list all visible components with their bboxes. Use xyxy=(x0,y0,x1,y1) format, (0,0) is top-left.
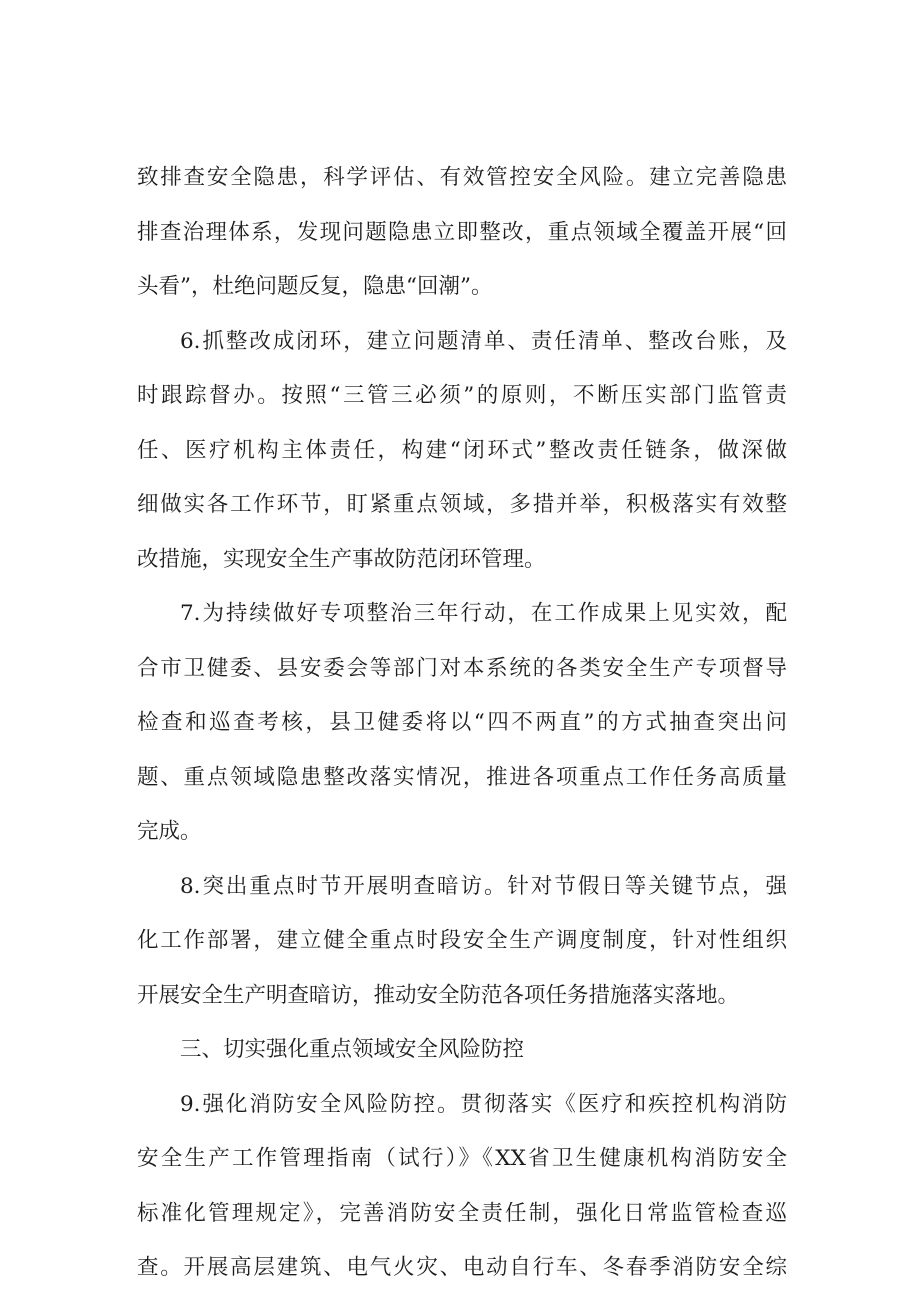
text-line: 标准化管理规定》，完善消防安全责任制，强化日常监管检查巡 xyxy=(137,1200,787,1226)
text-line: 检查和巡查考核，县卫健委将以“四不两直”的方式抽查突出问 xyxy=(137,710,787,735)
text-line: 7.为持续做好专项整治三年行动，在工作成果上见实效，配 xyxy=(180,601,787,626)
text-line: 化工作部署，建立健全重点时段安全生产调度制度，针对性组织 xyxy=(137,928,787,953)
document-body xyxy=(137,151,787,1296)
text-line: 完成。 xyxy=(137,819,202,844)
text-line: 细做实各工作环节，盯紧重点领域，多措并举，积极落实有效整 xyxy=(137,492,787,517)
text-line: 9.强化消防安全风险防控。贯彻落实《医疗和疾控机构消防 xyxy=(180,1091,787,1117)
text-line: 题、重点领域隐患整改落实情况，推进各项重点工作任务高质量 xyxy=(137,764,787,790)
text-line: 6.抓整改成闭环，建立问题清单、责任清单、整改台账，及 xyxy=(180,328,787,354)
text-line: 头看”，杜绝问题反复，隐患“回潮”。 xyxy=(137,274,493,299)
text-line: 任、医疗机构主体责任，构建“闭环式”整改责任链条，做深做 xyxy=(137,437,787,463)
text-line: 8.突出重点时节开展明查暗访。针对节假日等关键节点，强 xyxy=(180,873,787,899)
text-line: 时跟踪督办。按照“三管三必须”的原则，不断压实部门监管责 xyxy=(137,383,787,408)
section-heading: 三、切实强化重点领域安全风险防控 xyxy=(180,1037,525,1062)
text-line: 开展安全生产明查暗访，推动安全防范各项任务措施落实落地。 xyxy=(137,982,740,1008)
text-line: 查。开展高层建筑、电气火灾、电动自行车、冬春季消防安全综 xyxy=(137,1255,787,1280)
text-line: 致排查安全隐患，科学评估、有效管控安全风险。建立完善隐患 xyxy=(137,165,787,190)
text-line: 排查治理体系，发现问题隐患立即整改，重点领域全覆盖开展“回 xyxy=(137,219,787,245)
text-line: 安全生产工作管理指南（试行）》《XX省卫生健康机构消防安全 xyxy=(137,1146,787,1171)
text-line: 改措施，实现安全生产事故防范闭环管理。 xyxy=(137,546,546,572)
text-line: 合市卫健委、县安委会等部门对本系统的各类安全生产专项督导 xyxy=(137,655,787,681)
